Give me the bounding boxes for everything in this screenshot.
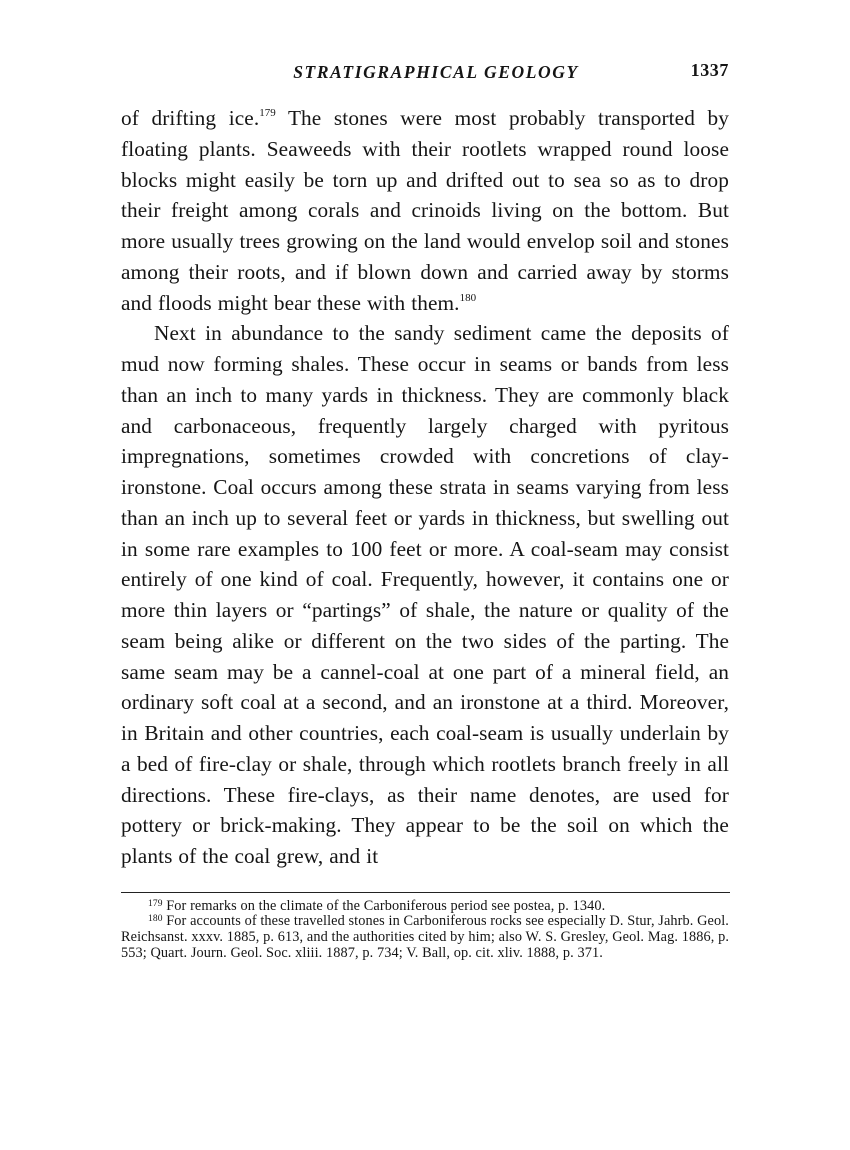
footnote-179 [121,899,729,915]
running-title: STRATIGRAPHICAL GEOLOGY [293,62,579,82]
footnote-mark: 180 [148,914,163,925]
page-number: 1337 [690,60,729,80]
footnote-ref-180[interactable]: 180 [459,291,477,304]
paragraph-text: of drifting ice. [121,106,260,130]
footnote-divider [121,892,730,893]
paragraph-text: The stones were most probably transported by floating plants. Seaweeds with their rootlets wrapped round loose blocks might easily be torn up and drifted out to sea so as to drop their freight among corals and crinoids living on the bottom. But more usually trees growing on the land would envelop soil and stones among their roots, and if blown down and carried away by storms and floods might bear these with them. [121,106,730,315]
paragraph-continued [121,103,729,318]
body-text [121,103,729,872]
footnote-180 [121,914,729,961]
book-page [121,58,729,961]
footnote-text: For accounts of these travelled stones in Carboniferous rocks see especially D. Stur, Jahrb. Geol. Reichsanst. xxxv. 1885, p. 613, and the authorities cited by him; also W. S. Gresley, Geol. Mag. 1886, p. 553; Quart. Journ. Geol. Soc. xliii. 1887, p. 734; V. Ball, op. cit. xliv. 1888, p. 371. [121,913,729,961]
footnote-text: For remarks on the climate of the Carboniferous period see postea, p. 1340. [162,897,606,914]
footnote-ref-179[interactable]: 179 [259,107,276,119]
footnote-mark: 179 [148,898,163,909]
paragraph: Next in abundance to the sandy sediment came the deposits of mud now forming shales. These occur in seams or bands from less than an inch to many yards in thickness. They are commonly black and carbonaceous, frequently largely charged with pyritous impregnations, sometimes crowded with concretions of clay-ironstone. Coal occurs among these strata in seams varying from less than an inch up to several feet or yards in thickness, but swelling out in some rare examples to 100 feet or more. A coal-seam may consist entirely of one kind of coal. Frequently, however, it contains one or more thin layers or “partings” of shale, the nature or quality of the seam being alike or different on the two sides of the parting. The same seam may be a cannel-coal at one part of a mineral field, an ordinary soft coal at a second, and an ironstone at a third. Moreover, in Britain and other countries, each coal-seam is usually underlain by a bed of fire-clay or shale, through which rootlets branch freely in all directions. These fire-clays, as their name denotes, are used for pottery or brick-making. They appear to be the soil on which the plants of the coal grew, and it [121,321,729,868]
running-head [121,58,729,88]
footnotes [121,899,729,961]
